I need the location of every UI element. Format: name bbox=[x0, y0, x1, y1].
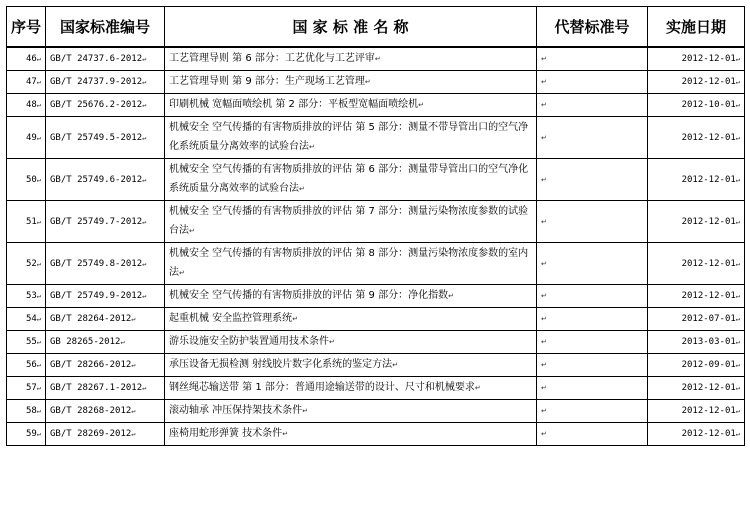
serial-number-cell-text: 46 bbox=[25, 54, 37, 64]
implementation-date-cell-text: 2012-12-01 bbox=[681, 54, 736, 64]
paragraph-mark-icon: ↵ bbox=[735, 315, 740, 323]
serial-number-cell-text: 59 bbox=[25, 429, 37, 439]
replaced-standard-cell bbox=[537, 423, 648, 446]
serial-number-cell bbox=[7, 354, 46, 377]
paragraph-mark-icon: ↵ bbox=[142, 133, 147, 142]
serial-number-cell-text: 53 bbox=[25, 291, 37, 301]
standard-code-cell-text: GB 28265-2012 bbox=[50, 337, 121, 347]
table-row bbox=[7, 423, 745, 446]
paragraph-mark-icon: ↵ bbox=[541, 384, 547, 392]
paragraph-mark-icon: ↵ bbox=[142, 55, 147, 63]
paragraph-mark-icon: ↵ bbox=[735, 407, 740, 415]
paragraph-mark-icon: ↵ bbox=[36, 78, 41, 86]
paragraph-mark-icon: ↵ bbox=[299, 185, 305, 193]
standard-name-cell bbox=[165, 243, 537, 285]
paragraph-mark-icon: ↵ bbox=[541, 55, 547, 63]
standard-code-cell-text: GB/T 25749.5-2012 bbox=[50, 132, 143, 143]
paragraph-mark-icon: ↵ bbox=[36, 133, 41, 142]
implementation-date-cell bbox=[648, 159, 745, 201]
standard-code-cell bbox=[46, 308, 165, 331]
standard-name-cell-text: 游乐设施安全防护装置通用技术条件 bbox=[169, 336, 329, 347]
standard-code-cell bbox=[46, 423, 165, 446]
serial-number-cell-text: 47 bbox=[25, 77, 37, 87]
standard-name-cell bbox=[165, 400, 537, 423]
replaced-standard-cell bbox=[537, 71, 648, 94]
paragraph-mark-icon: ↵ bbox=[735, 361, 740, 369]
standard-code-cell-text: GB/T 28264-2012 bbox=[50, 314, 132, 324]
implementation-date-cell-text: 2012-12-01 bbox=[681, 216, 736, 227]
standard-name-cell-text: 座椅用蛇形弹簧 技术条件 bbox=[169, 428, 283, 439]
paragraph-mark-icon: ↵ bbox=[448, 292, 454, 300]
standard-name-cell bbox=[165, 159, 537, 201]
paragraph-mark-icon: ↵ bbox=[131, 361, 136, 369]
serial-number-cell bbox=[7, 94, 46, 117]
implementation-date-cell-text: 2012-12-01 bbox=[681, 406, 736, 416]
replaced-standard-cell bbox=[537, 308, 648, 331]
paragraph-mark-icon: ↵ bbox=[142, 78, 147, 86]
paragraph-mark-icon: ↵ bbox=[735, 101, 740, 109]
serial-number-cell bbox=[7, 285, 46, 308]
paragraph-mark-icon: ↵ bbox=[329, 338, 335, 346]
table-row bbox=[7, 243, 745, 285]
paragraph-mark-icon: ↵ bbox=[541, 133, 547, 142]
standard-name-cell-text: 机械安全 空气传播的有害物质排放的评估 第 7 部分：测量污染物浓度参数的试验台法 bbox=[169, 206, 529, 236]
standard-code-cell-text: GB/T 25749.6-2012 bbox=[50, 174, 143, 185]
serial-number-cell-text: 48 bbox=[25, 100, 37, 110]
paragraph-mark-icon: ↵ bbox=[735, 384, 740, 392]
implementation-date-cell bbox=[648, 308, 745, 331]
paragraph-mark-icon: ↵ bbox=[36, 315, 41, 323]
serial-number-cell bbox=[7, 159, 46, 201]
table-row bbox=[7, 159, 745, 201]
table-row bbox=[7, 117, 745, 159]
paragraph-mark-icon: ↵ bbox=[36, 101, 41, 109]
standard-code-cell bbox=[46, 117, 165, 159]
paragraph-mark-icon: ↵ bbox=[131, 430, 136, 438]
standard-code-cell-text: GB/T 25749.7-2012 bbox=[50, 216, 143, 227]
header-serial-number: 序号 bbox=[7, 7, 46, 48]
implementation-date-cell-text: 2012-12-01 bbox=[681, 132, 736, 143]
implementation-date-cell bbox=[648, 47, 745, 71]
serial-number-cell bbox=[7, 331, 46, 354]
serial-number-cell-text: 49 bbox=[25, 132, 37, 143]
replaced-standard-cell bbox=[537, 117, 648, 159]
paragraph-mark-icon: ↵ bbox=[541, 407, 547, 415]
paragraph-mark-icon: ↵ bbox=[309, 143, 315, 151]
standard-name-cell-text: 机械安全 空气传播的有害物质排放的评估 第 8 部分：测量污染物浓度参数的室内法 bbox=[169, 248, 529, 278]
standard-name-cell-text: 钢丝绳芯输送带 第 1 部分：普通用途输送带的设计、尺寸和机械要求 bbox=[169, 382, 475, 393]
implementation-date-cell bbox=[648, 331, 745, 354]
paragraph-mark-icon: ↵ bbox=[36, 407, 41, 415]
paragraph-mark-icon: ↵ bbox=[36, 217, 41, 226]
standard-name-cell bbox=[165, 285, 537, 308]
paragraph-mark-icon: ↵ bbox=[541, 78, 547, 86]
standard-name-cell-text: 滚动轴承 冲压保持架技术条件 bbox=[169, 405, 303, 416]
paragraph-mark-icon: ↵ bbox=[374, 55, 381, 63]
paragraph-mark-icon: ↵ bbox=[292, 315, 299, 323]
paragraph-mark-icon: ↵ bbox=[120, 338, 125, 346]
table-row bbox=[7, 285, 745, 308]
header-standard-name bbox=[165, 7, 537, 48]
standard-name-cell bbox=[165, 94, 537, 117]
table-row bbox=[7, 377, 745, 400]
implementation-date-cell-text: 2012-07-01 bbox=[681, 314, 736, 324]
standard-code-cell bbox=[46, 377, 165, 400]
replaced-standard-cell bbox=[537, 243, 648, 285]
paragraph-mark-icon: ↵ bbox=[474, 384, 481, 392]
implementation-date-cell-text: 2012-09-01 bbox=[681, 360, 736, 370]
standard-code-cell bbox=[46, 285, 165, 308]
implementation-date-cell-text: 2012-12-01 bbox=[681, 291, 736, 301]
replaced-standard-cell bbox=[537, 400, 648, 423]
serial-number-cell bbox=[7, 47, 46, 71]
standard-code-cell-text: GB/T 28269-2012 bbox=[50, 429, 132, 439]
implementation-date-cell bbox=[648, 117, 745, 159]
implementation-date-cell-text: 2012-12-01 bbox=[681, 174, 736, 185]
implementation-date-cell bbox=[648, 354, 745, 377]
serial-number-cell-text: 55 bbox=[25, 337, 37, 347]
paragraph-mark-icon: ↵ bbox=[418, 101, 424, 109]
paragraph-mark-icon: ↵ bbox=[735, 175, 740, 184]
implementation-date-cell-text: 2013-03-01 bbox=[681, 337, 736, 347]
paragraph-mark-icon: ↵ bbox=[189, 227, 195, 235]
implementation-date-cell bbox=[648, 201, 745, 243]
paragraph-mark-icon: ↵ bbox=[541, 338, 547, 346]
paragraph-mark-icon: ↵ bbox=[735, 338, 740, 346]
implementation-date-cell bbox=[648, 377, 745, 400]
table-body bbox=[7, 47, 745, 446]
header-row bbox=[7, 7, 745, 48]
serial-number-cell-text: 57 bbox=[25, 383, 37, 393]
serial-number-cell-text: 54 bbox=[25, 314, 37, 324]
paragraph-mark-icon: ↵ bbox=[735, 133, 740, 142]
paragraph-mark-icon: ↵ bbox=[142, 259, 147, 268]
paragraph-mark-icon: ↵ bbox=[142, 217, 147, 226]
replaced-standard-cell bbox=[537, 285, 648, 308]
paragraph-mark-icon: ↵ bbox=[735, 292, 740, 300]
paragraph-mark-icon: ↵ bbox=[541, 217, 547, 226]
paragraph-mark-icon: ↵ bbox=[541, 361, 547, 369]
table-row bbox=[7, 94, 745, 117]
paragraph-mark-icon: ↵ bbox=[142, 175, 147, 184]
standard-code-cell bbox=[46, 354, 165, 377]
standard-code-cell-text: GB/T 24737.9-2012 bbox=[50, 77, 143, 87]
implementation-date-cell-text: 2012-12-01 bbox=[681, 383, 736, 393]
paragraph-mark-icon: ↵ bbox=[36, 361, 41, 369]
paragraph-mark-icon: ↵ bbox=[36, 384, 41, 392]
serial-number-cell bbox=[7, 71, 46, 94]
table-row bbox=[7, 308, 745, 331]
paragraph-mark-icon: ↵ bbox=[541, 175, 547, 184]
paragraph-mark-icon: ↵ bbox=[735, 430, 740, 438]
standard-code-cell bbox=[46, 159, 165, 201]
paragraph-mark-icon: ↵ bbox=[142, 101, 147, 109]
standard-code-cell bbox=[46, 331, 165, 354]
paragraph-mark-icon: ↵ bbox=[735, 55, 740, 63]
implementation-date-cell-text: 2012-12-01 bbox=[681, 77, 736, 87]
table-row bbox=[7, 201, 745, 243]
paragraph-mark-icon: ↵ bbox=[36, 259, 41, 268]
paragraph-mark-icon: ↵ bbox=[36, 338, 41, 346]
paragraph-mark-icon: ↵ bbox=[541, 259, 547, 268]
standard-name-cell bbox=[165, 377, 537, 400]
implementation-date-cell bbox=[648, 94, 745, 117]
serial-number-cell bbox=[7, 201, 46, 243]
paragraph-mark-icon: ↵ bbox=[131, 315, 136, 323]
standard-name-cell bbox=[165, 423, 537, 446]
standard-name-cell bbox=[165, 117, 537, 159]
standard-name-cell-text: 机械安全 空气传播的有害物质排放的评估 第 5 部分：测量不带导管出口的空气净化系统质量分离效率的试验台法 bbox=[169, 122, 529, 152]
paragraph-mark-icon: ↵ bbox=[36, 292, 41, 300]
replaced-standard-cell bbox=[537, 201, 648, 243]
implementation-date-cell-text: 2012-12-01 bbox=[681, 258, 736, 269]
standards-table bbox=[6, 6, 745, 446]
serial-number-cell bbox=[7, 400, 46, 423]
implementation-date-cell bbox=[648, 423, 745, 446]
standard-code-cell-text: GB/T 28266-2012 bbox=[50, 360, 132, 370]
standard-name-cell-text: 机械安全 空气传播的有害物质排放的评估 第 9 部分：净化指数 bbox=[169, 290, 449, 301]
standard-name-cell-text: 机械安全 空气传播的有害物质排放的评估 第 6 部分：测量带导管出口的空气净化系统质量分离效率的试验台法 bbox=[169, 164, 529, 194]
header-standard-name-text: 国 家 标 准 名 称 bbox=[292, 18, 409, 36]
standard-code-cell-text: GB/T 28268-2012 bbox=[50, 406, 132, 416]
header-standard-code: 国家标准编号 bbox=[46, 7, 165, 48]
serial-number-cell-text: 50 bbox=[25, 174, 37, 185]
standard-code-cell bbox=[46, 243, 165, 285]
paragraph-mark-icon: ↵ bbox=[541, 430, 547, 438]
serial-number-cell-text: 56 bbox=[25, 360, 37, 370]
standard-name-cell bbox=[165, 71, 537, 94]
paragraph-mark-icon: ↵ bbox=[142, 292, 147, 300]
replaced-standard-cell bbox=[537, 377, 648, 400]
standard-name-cell-text: 承压设备无损检测 射线胶片数字化系统的鉴定方法 bbox=[169, 359, 393, 370]
replaced-standard-cell bbox=[537, 159, 648, 201]
standard-code-cell-text: GB/T 25676.2-2012 bbox=[50, 100, 143, 110]
replaced-standard-cell bbox=[537, 47, 648, 71]
standard-name-cell bbox=[165, 201, 537, 243]
standard-name-cell bbox=[165, 47, 537, 71]
table-row bbox=[7, 354, 745, 377]
standard-code-cell bbox=[46, 201, 165, 243]
paragraph-mark-icon: ↵ bbox=[131, 407, 136, 415]
standard-name-cell-text: 工艺管理导则 第 9 部分：生产现场工艺管理 bbox=[169, 76, 365, 87]
standard-name-cell-text: 起重机械 安全监控管理系统 bbox=[169, 313, 293, 324]
standard-code-cell bbox=[46, 400, 165, 423]
paragraph-mark-icon: ↵ bbox=[179, 269, 185, 277]
standard-code-cell-text: GB/T 24737.6-2012 bbox=[50, 54, 143, 64]
standard-code-cell bbox=[46, 47, 165, 71]
standard-code-cell-text: GB/T 28267.1-2012 bbox=[50, 383, 143, 393]
standard-name-cell bbox=[165, 354, 537, 377]
implementation-date-cell bbox=[648, 400, 745, 423]
replaced-standard-cell bbox=[537, 94, 648, 117]
serial-number-cell bbox=[7, 423, 46, 446]
standard-code-cell-text: GB/T 25749.8-2012 bbox=[50, 258, 143, 269]
serial-number-cell bbox=[7, 308, 46, 331]
paragraph-mark-icon: ↵ bbox=[392, 361, 399, 369]
serial-number-cell-text: 58 bbox=[25, 406, 37, 416]
standard-name-cell-text: 印刷机械 宽幅面喷绘机 第 2 部分：平板型宽幅面喷绘机 bbox=[169, 99, 419, 110]
paragraph-mark-icon: ↵ bbox=[36, 430, 41, 438]
standard-code-cell-text: GB/T 25749.9-2012 bbox=[50, 291, 143, 301]
serial-number-cell-text: 52 bbox=[25, 258, 37, 269]
table-row bbox=[7, 400, 745, 423]
serial-number-cell bbox=[7, 243, 46, 285]
table-row bbox=[7, 331, 745, 354]
serial-number-cell bbox=[7, 117, 46, 159]
standard-name-cell-text: 工艺管理导则 第 6 部分：工艺优化与工艺评审 bbox=[169, 53, 375, 64]
implementation-date-cell-text: 2012-10-01 bbox=[681, 100, 736, 110]
paragraph-mark-icon: ↵ bbox=[541, 101, 547, 109]
table-row bbox=[7, 47, 745, 71]
standard-code-cell bbox=[46, 94, 165, 117]
header-replaced-standard: 代替标准号 bbox=[537, 7, 648, 48]
paragraph-mark-icon: ↵ bbox=[541, 292, 547, 300]
paragraph-mark-icon: ↵ bbox=[735, 259, 740, 268]
implementation-date-cell bbox=[648, 71, 745, 94]
paragraph-mark-icon: ↵ bbox=[302, 407, 309, 415]
serial-number-cell bbox=[7, 377, 46, 400]
paragraph-mark-icon: ↵ bbox=[36, 175, 41, 184]
standard-name-cell bbox=[165, 308, 537, 331]
paragraph-mark-icon: ↵ bbox=[541, 315, 547, 323]
implementation-date-cell bbox=[648, 285, 745, 308]
table-row bbox=[7, 71, 745, 94]
serial-number-cell-text: 51 bbox=[25, 216, 37, 227]
paragraph-mark-icon: ↵ bbox=[364, 78, 371, 86]
standard-code-cell bbox=[46, 71, 165, 94]
implementation-date-cell bbox=[648, 243, 745, 285]
paragraph-mark-icon: ↵ bbox=[735, 217, 740, 226]
standard-name-cell bbox=[165, 331, 537, 354]
paragraph-mark-icon: ↵ bbox=[282, 430, 289, 438]
paragraph-mark-icon: ↵ bbox=[142, 384, 147, 392]
paragraph-mark-icon: ↵ bbox=[735, 78, 740, 86]
implementation-date-cell-text: 2012-12-01 bbox=[681, 429, 736, 439]
replaced-standard-cell bbox=[537, 331, 648, 354]
replaced-standard-cell bbox=[537, 354, 648, 377]
paragraph-mark-icon: ↵ bbox=[36, 55, 41, 63]
header-implementation-date: 实施日期 bbox=[648, 7, 745, 48]
